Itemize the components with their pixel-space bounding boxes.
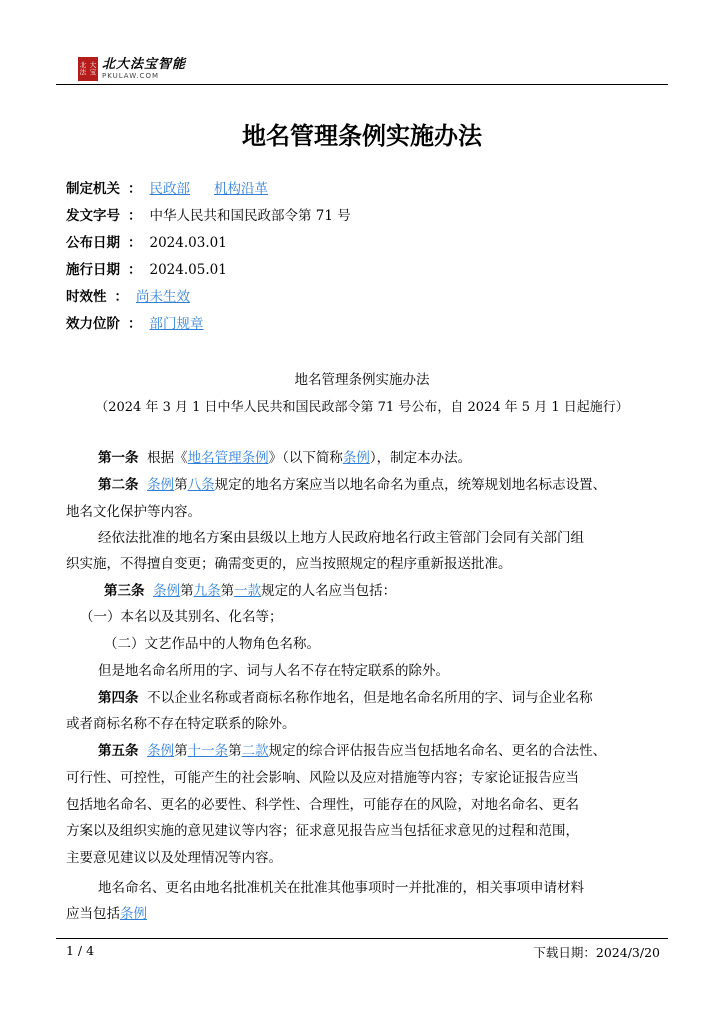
meta-colon: ： [128, 181, 142, 197]
regulation-link[interactable]: 条例 [147, 743, 175, 759]
meta-label: 制定机关 [66, 181, 120, 197]
regulation-link[interactable]: 条例 [147, 477, 175, 493]
article-text: 》（以下简称 [268, 450, 343, 466]
article-heading: 第二条 [98, 477, 139, 493]
issuer-link[interactable]: 民政部 [149, 181, 190, 197]
article-text: 第 [228, 743, 242, 759]
brand-url: PKULAW.COM [102, 72, 159, 80]
meta-label: 时效性 [66, 289, 107, 305]
logo-text [102, 58, 186, 80]
article-text: 应当包括 [66, 906, 120, 922]
article-3-item: （二）文艺作品中的人物角色名称。 [104, 636, 320, 652]
level-link[interactable]: 部门规章 [149, 316, 204, 332]
article-3-item: （一）本名以及其别名、化名等； [80, 609, 283, 625]
clause-link[interactable]: 九条 [193, 583, 221, 599]
brand-name: 北大法宝智能 [102, 57, 187, 72]
meta-value: 2024.05.01 [149, 262, 227, 278]
article-text: 第 [174, 477, 188, 493]
meta-colon: ： [128, 235, 142, 251]
body-title: 地名管理条例实施办法 [294, 372, 430, 388]
meta-colon: ： [128, 262, 142, 278]
article-5-line: 主要意见建议以及处理情况等内容。 [66, 850, 282, 866]
logo-seal [78, 57, 98, 81]
article-text: 第 [174, 743, 188, 759]
seal-char: 大 [89, 61, 97, 69]
article-5-line: 方案以及组织实施的意见建议等内容；征求意见报告应当包括征求意见的过程和范围， [66, 823, 579, 839]
pkulaw-logo [78, 56, 186, 82]
article-5-line: 包括地名命名、更名的必要性、科学性、合理性，可能存在的风险，对地名命名、更名 [66, 797, 579, 813]
article-text: 不以企业名称或者商标名称作地名，但是地名命名所用的字、词与企业名称 [147, 690, 593, 706]
seal-char: 宝 [89, 68, 97, 76]
meta-label: 施行日期 [66, 262, 120, 278]
article-2-line: 地名文化保护等内容。 [66, 504, 201, 520]
article-5-line: 地名命名、更名由地名批准机关在批准其他事项时一并批准的，相关事项申请材料 [98, 880, 584, 896]
history-link[interactable]: 机构沿革 [214, 181, 268, 197]
paragraph-link[interactable]: 一款 [234, 583, 262, 599]
download-date: 下载日期：2024/3/20 [533, 945, 660, 960]
regulation-link[interactable]: 条例 [120, 906, 147, 922]
meta-row-publish-date [66, 233, 227, 253]
article-5-line [66, 904, 147, 924]
article-heading: 第三条 [104, 583, 145, 599]
meta-label: 发文字号 [66, 208, 120, 224]
article-text: 第 [180, 583, 194, 599]
article-4-line: 或者商标名称不存在特定联系的除外。 [66, 716, 296, 732]
article-text: 规定的人名应当包括： [261, 583, 397, 599]
meta-label: 公布日期 [66, 235, 120, 251]
article-text: 第 [220, 583, 235, 599]
article-heading: 第一条 [98, 450, 139, 466]
meta-row-validity [66, 287, 190, 307]
article-3-line: 但是地名命名所用的字、词与人名不存在特定联系的除外。 [98, 663, 449, 679]
article-text: 规定的地名方案应当以地名命名为重点，统筹规划地名标志设置、 [214, 477, 607, 493]
meta-row-doc-number [66, 206, 351, 226]
meta-value: 2024.03.01 [149, 235, 227, 251]
seal-char: 北 [79, 61, 87, 69]
article-text: 根据《 [147, 450, 188, 466]
article-5 [98, 741, 606, 761]
page-number: 1 / 4 [66, 943, 95, 958]
footer-rule [56, 938, 668, 939]
document-title: 地名管理条例实施办法 [242, 122, 482, 150]
article-heading: 第四条 [98, 690, 139, 706]
meta-row-effective-date [66, 260, 227, 280]
meta-row-level [66, 314, 204, 334]
seal-char: 法 [79, 68, 87, 76]
regulation-link[interactable]: 地名管理条例 [187, 450, 269, 466]
meta-colon: ： [128, 208, 142, 224]
article-heading: 第五条 [98, 743, 139, 759]
clause-link[interactable]: 十一条 [187, 743, 229, 759]
article-text: ），制定本办法。 [369, 450, 472, 466]
article-2-line: 织实施，不得擅自变更；确需变更的，应当按照规定的程序重新报送批准。 [66, 556, 512, 572]
article-1 [98, 448, 471, 468]
header-rule [56, 84, 668, 85]
meta-value: 中华人民共和国民政部令第 71 号 [149, 208, 351, 224]
article-text: 规定的综合评估报告应当包括地名命名、更名的合法性、 [268, 743, 607, 759]
article-4 [98, 688, 593, 708]
regulation-short-link[interactable]: 条例 [342, 450, 370, 466]
regulation-link[interactable]: 条例 [153, 583, 181, 599]
validity-link[interactable]: 尚未生效 [136, 289, 190, 305]
body-subtitle: （2024 年 3 月 1 日中华人民共和国民政部令第 71 号公布，自 2024 年 5 月 1 日起施行） [95, 400, 629, 415]
meta-label: 效力位阶 [66, 316, 120, 332]
paragraph-link[interactable]: 二款 [241, 743, 269, 759]
clause-link[interactable]: 八条 [187, 477, 215, 493]
article-5-line: 可行性、可控性，可能产生的社会影响、风险以及应对措施等内容；专家论证报告应当 [66, 770, 579, 786]
meta-colon: ： [114, 289, 128, 305]
meta-row-issuer [66, 179, 268, 199]
article-2 [98, 475, 606, 495]
article-2-line: 经依法批准的地名方案由县级以上地方人民政府地名行政主管部门会同有关部门组 [98, 530, 584, 546]
meta-colon: ： [128, 316, 142, 332]
article-3 [104, 581, 396, 601]
